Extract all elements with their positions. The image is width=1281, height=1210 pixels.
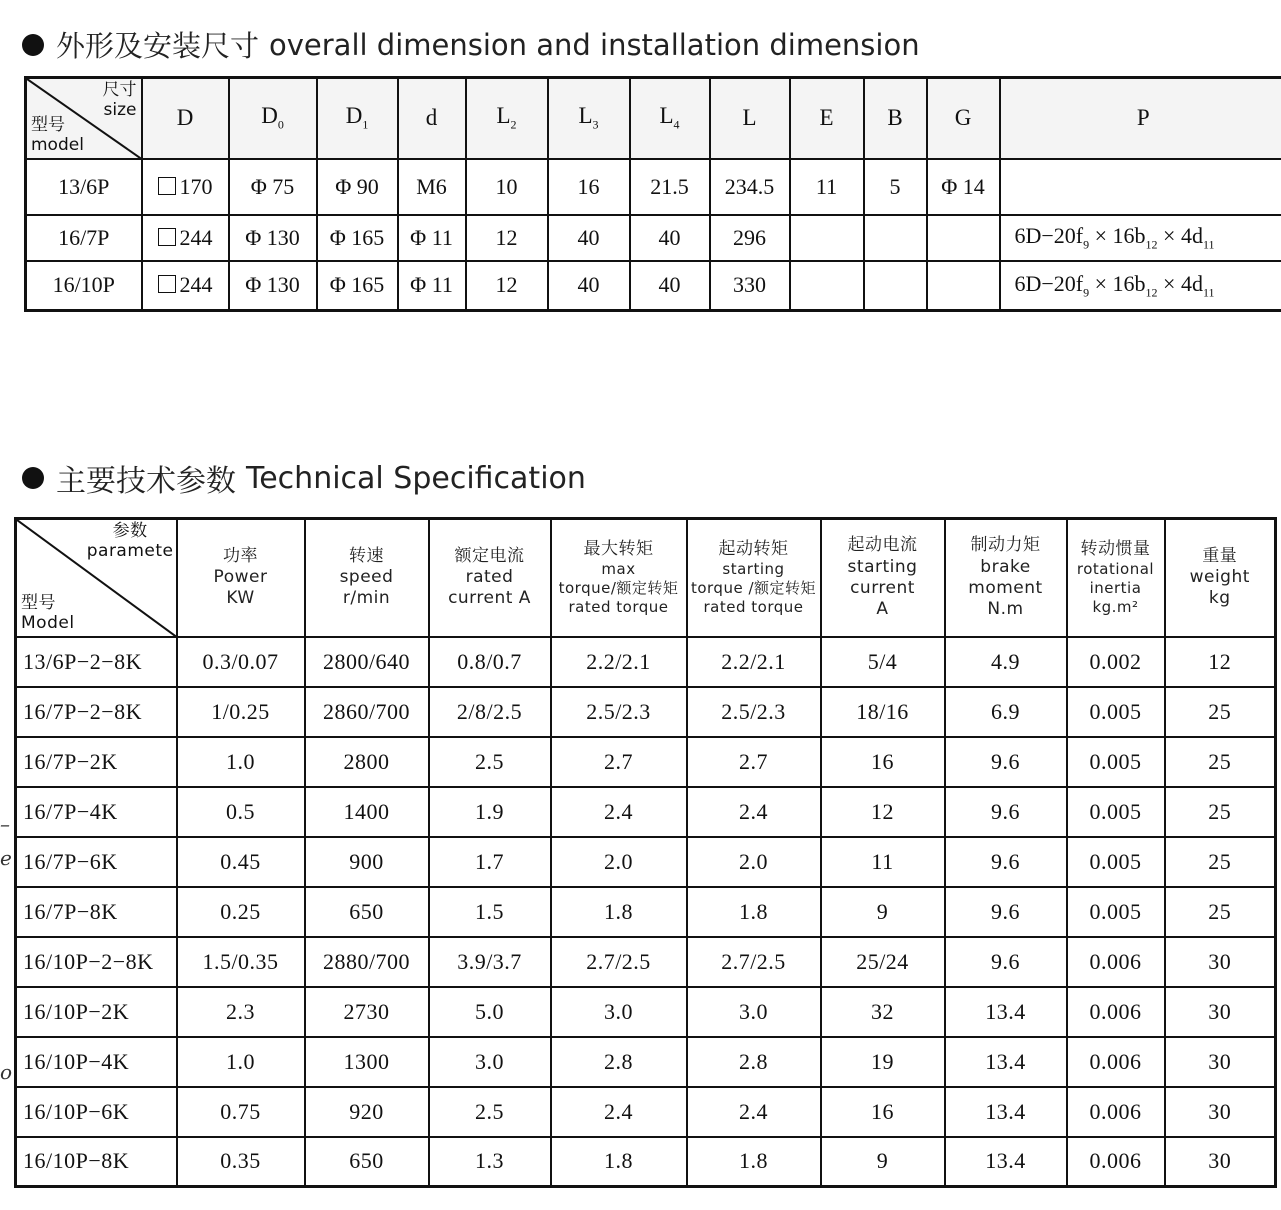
cell-brake-moment: 9.6 xyxy=(945,737,1067,787)
cell-speed: 650 xyxy=(305,1137,429,1187)
cell-starting-current: 9 xyxy=(821,887,945,937)
p-text: 6D−20f xyxy=(1014,270,1084,296)
header-en: brake xyxy=(980,556,1031,577)
header-zh: 最大转矩 xyxy=(583,539,654,559)
cell-starting-current: 25/24 xyxy=(821,937,945,987)
cell-starting-current: 18/16 xyxy=(821,687,945,737)
cell-brake-moment: 13.4 xyxy=(945,1087,1067,1137)
header-zh: 起动转矩 xyxy=(718,539,789,559)
table-row xyxy=(16,837,1276,887)
header-en: inertia xyxy=(1089,579,1142,597)
cell-starting-current: 12 xyxy=(821,787,945,837)
header-zh: 转动惯量 xyxy=(1080,539,1151,559)
cell-brake-moment: 9.6 xyxy=(945,937,1067,987)
cell-model: 16/10P−8K xyxy=(16,1137,177,1187)
cell-max-torque: 1.8 xyxy=(551,887,687,937)
col-header-brake-moment xyxy=(945,519,1067,637)
col-header-D0 xyxy=(229,78,317,159)
header-en: starting xyxy=(722,560,785,579)
col-header-L2 xyxy=(466,78,548,159)
square-icon xyxy=(158,177,176,195)
cell-starting-current: 5/4 xyxy=(821,637,945,687)
table-row xyxy=(16,637,1276,687)
cell-starting-torque: 2.4 xyxy=(687,1087,821,1137)
col-header-rated-current xyxy=(429,519,551,637)
cell-rotational-inertia: 0.005 xyxy=(1067,687,1165,737)
cell-weight: 25 xyxy=(1165,837,1276,887)
cell-weight: 30 xyxy=(1165,987,1276,1037)
cell-brake-moment: 13.4 xyxy=(945,1037,1067,1087)
cell-rated-current: 3.0 xyxy=(429,1037,551,1087)
scan-mark: o xyxy=(0,1060,13,1084)
col-header-P xyxy=(1000,78,1281,159)
table-row xyxy=(16,987,1276,1037)
cell-B: 5 xyxy=(864,159,927,215)
cell-speed: 650 xyxy=(305,887,429,937)
square-icon xyxy=(158,228,176,246)
cell-max-torque: 2.4 xyxy=(551,1087,687,1137)
cell-rotational-inertia: 0.006 xyxy=(1067,1137,1165,1187)
cell-starting-current: 16 xyxy=(821,1087,945,1137)
cell-starting-current: 32 xyxy=(821,987,945,1037)
cell-rated-current: 1.7 xyxy=(429,837,551,887)
cell-rated-current: 2.5 xyxy=(429,737,551,787)
table-row xyxy=(16,737,1276,787)
table-row xyxy=(16,787,1276,837)
col-header-text: L xyxy=(659,103,674,129)
cell-power: 0.45 xyxy=(177,837,305,887)
cell-rated-current: 2/8/2.5 xyxy=(429,687,551,737)
header-en: torque/额定转矩 xyxy=(558,579,679,597)
table-row xyxy=(26,261,1281,311)
header-zh: 功率 xyxy=(223,545,258,566)
col-header-text: D xyxy=(261,103,278,129)
header-en: kg.m² xyxy=(1092,597,1139,616)
cell-max-torque: 2.0 xyxy=(551,837,687,887)
col-header-E xyxy=(790,78,864,159)
col-header-text: L xyxy=(578,103,593,129)
header-en: speed xyxy=(339,567,394,588)
p-sub: 9 xyxy=(1083,284,1090,299)
col-header-sub: 4 xyxy=(673,118,680,133)
cell-L3: 40 xyxy=(548,215,630,261)
col-header-D xyxy=(142,78,229,159)
table-row xyxy=(16,1087,1276,1137)
cell-starting-current: 9 xyxy=(821,1137,945,1187)
cell-D1: Φ 90 xyxy=(317,159,398,215)
cell-G: Φ 14 xyxy=(927,159,1000,215)
col-header-L4 xyxy=(630,78,710,159)
table-row xyxy=(26,215,1281,261)
scan-mark: – xyxy=(0,812,10,836)
cell-starting-torque: 1.8 xyxy=(687,887,821,937)
cell-rated-current: 1.3 xyxy=(429,1137,551,1187)
cell-rotational-inertia: 0.006 xyxy=(1067,1087,1165,1137)
cell-power: 0.5 xyxy=(177,787,305,837)
cell-brake-moment: 9.6 xyxy=(945,837,1067,887)
col-header-starting-current xyxy=(821,519,945,637)
cell-d: M6 xyxy=(398,159,466,215)
cell-L: 330 xyxy=(710,261,790,311)
corner-bottom-zh: 型号 xyxy=(21,593,56,614)
cell-rated-current: 0.8/0.7 xyxy=(429,637,551,687)
header-en: rated torque xyxy=(568,597,669,616)
col-header-text: L xyxy=(496,103,511,129)
table-row xyxy=(16,687,1276,737)
table-row xyxy=(16,937,1276,987)
cell-L3: 40 xyxy=(548,261,630,311)
cell-weight: 25 xyxy=(1165,887,1276,937)
header-zh: 制动力矩 xyxy=(970,535,1041,556)
cell-L4: 40 xyxy=(630,215,710,261)
table-row xyxy=(16,1137,1276,1187)
col-header-sub: 3 xyxy=(592,118,599,133)
cell-model: 16/7P−2−8K xyxy=(16,687,177,737)
square-icon xyxy=(158,275,176,293)
cell-brake-moment: 9.6 xyxy=(945,787,1067,837)
col-header-max-torque xyxy=(551,519,687,637)
cell-speed: 920 xyxy=(305,1087,429,1137)
p-sub: 12 xyxy=(1145,237,1158,252)
cell-model: 16/10P−6K xyxy=(16,1087,177,1137)
cell-model: 16/7P−2K xyxy=(16,737,177,787)
cell-speed: 2860/700 xyxy=(305,687,429,737)
cell-D0: Φ 75 xyxy=(229,159,317,215)
header-en: starting xyxy=(847,556,918,577)
cell-rotational-inertia: 0.005 xyxy=(1067,787,1165,837)
header-en: max xyxy=(601,560,636,579)
model-cell: 16/7P xyxy=(26,215,142,261)
cell-weight: 30 xyxy=(1165,1087,1276,1137)
cell-G xyxy=(927,215,1000,261)
cell-B xyxy=(864,215,927,261)
cell-starting-torque: 3.0 xyxy=(687,987,821,1037)
cell-speed: 2730 xyxy=(305,987,429,1037)
cell-rotational-inertia: 0.005 xyxy=(1067,837,1165,887)
section-title-dimensions xyxy=(22,24,920,65)
cell-max-torque: 2.4 xyxy=(551,787,687,837)
p-text: × 16b xyxy=(1089,270,1146,296)
corner-bottom-en: model xyxy=(31,134,84,155)
cell-power: 0.3/0.07 xyxy=(177,637,305,687)
table-row xyxy=(16,887,1276,937)
cell-power: 0.25 xyxy=(177,887,305,937)
col-header-starting-torque xyxy=(687,519,821,637)
cell-max-torque: 2.7 xyxy=(551,737,687,787)
cell-rated-current: 2.5 xyxy=(429,1087,551,1137)
cell-starting-torque: 2.2/2.1 xyxy=(687,637,821,687)
col-header-text: P xyxy=(1136,105,1150,131)
cell-starting-torque: 2.5/2.3 xyxy=(687,687,821,737)
cell-power: 1.5/0.35 xyxy=(177,937,305,987)
header-en: KW xyxy=(226,588,255,609)
cell-P xyxy=(1000,261,1281,311)
cell-L2: 12 xyxy=(466,261,548,311)
cell-model: 16/10P−2K xyxy=(16,987,177,1037)
cell-max-torque: 2.2/2.1 xyxy=(551,637,687,687)
col-header-L3 xyxy=(548,78,630,159)
col-header-sub: 0 xyxy=(277,118,284,133)
col-header-text: G xyxy=(954,105,972,131)
header-zh: 起动电流 xyxy=(847,535,918,556)
corner-bottom-en: Model xyxy=(21,612,75,633)
col-header-sub: 2 xyxy=(510,118,517,133)
cell-brake-moment: 4.9 xyxy=(945,637,1067,687)
spec-header-row xyxy=(16,519,1276,637)
col-header-D1 xyxy=(317,78,398,159)
cell-model: 16/10P−2−8K xyxy=(16,937,177,987)
corner-top-zh: 尺寸 xyxy=(102,80,137,100)
cell-starting-torque: 2.7/2.5 xyxy=(687,937,821,987)
cell-value: 244 xyxy=(179,224,213,250)
cell-model: 16/10P−4K xyxy=(16,1037,177,1087)
p-sub: 11 xyxy=(1202,284,1215,299)
header-en: Power xyxy=(213,567,268,588)
corner-top-en: size xyxy=(103,99,137,120)
section-title-zh: 主要技术参数 xyxy=(56,464,236,499)
col-header-text: L xyxy=(742,105,757,131)
cell-max-torque: 1.8 xyxy=(551,1137,687,1187)
col-header-weight xyxy=(1165,519,1276,637)
cell-starting-current: 11 xyxy=(821,837,945,887)
cell-weight: 25 xyxy=(1165,737,1276,787)
spec-table-body xyxy=(16,637,1276,1187)
col-header-B xyxy=(864,78,927,159)
cell-value: 170 xyxy=(179,173,213,199)
cell-L4: 21.5 xyxy=(630,159,710,215)
p-sub: 9 xyxy=(1083,237,1090,252)
cell-E xyxy=(790,261,864,311)
cell-P xyxy=(1000,215,1281,261)
p-text: × 4d xyxy=(1157,270,1203,296)
col-header-text: d xyxy=(425,105,438,131)
cell-D xyxy=(142,159,229,215)
header-en: torque /额定转矩 xyxy=(690,579,817,597)
cell-starting-torque: 2.7 xyxy=(687,737,821,787)
table-row xyxy=(26,159,1281,215)
corner-top-label xyxy=(87,522,174,561)
col-header-rotational-inertia xyxy=(1067,519,1165,637)
cell-L4: 40 xyxy=(630,261,710,311)
cell-brake-moment: 13.4 xyxy=(945,1137,1067,1187)
col-header-G xyxy=(927,78,1000,159)
cell-starting-torque: 2.8 xyxy=(687,1037,821,1087)
col-header-sub: 1 xyxy=(362,118,369,133)
cell-model: 13/6P−2−8K xyxy=(16,637,177,687)
p-text: × 4d xyxy=(1157,222,1203,248)
cell-brake-moment: 13.4 xyxy=(945,987,1067,1037)
spec-corner-cell xyxy=(16,519,177,637)
cell-model: 16/7P−6K xyxy=(16,837,177,887)
section-title-zh: 外形及安装尺寸 xyxy=(56,29,260,63)
header-en: weight xyxy=(1189,567,1250,588)
cell-rated-current: 3.9/3.7 xyxy=(429,937,551,987)
col-header-L xyxy=(710,78,790,159)
table-row xyxy=(16,1037,1276,1087)
header-en: current A xyxy=(448,588,531,609)
cell-d: Φ 11 xyxy=(398,261,466,311)
header-zh: 额定电流 xyxy=(454,545,525,566)
cell-G xyxy=(927,261,1000,311)
header-en: r/min xyxy=(342,588,391,609)
cell-rated-current: 1.5 xyxy=(429,887,551,937)
p-sub: 12 xyxy=(1145,284,1158,299)
cell-max-torque: 2.5/2.3 xyxy=(551,687,687,737)
cell-weight: 30 xyxy=(1165,937,1276,987)
col-header-power xyxy=(177,519,305,637)
cell-d: Φ 11 xyxy=(398,215,466,261)
corner-bottom-zh: 型号 xyxy=(31,115,65,136)
cell-max-torque: 3.0 xyxy=(551,987,687,1037)
cell-L2: 10 xyxy=(466,159,548,215)
cell-L2: 12 xyxy=(466,215,548,261)
cell-P xyxy=(1000,159,1281,215)
section-title-en: overall dimension and installation dimension xyxy=(269,27,920,62)
cell-brake-moment: 9.6 xyxy=(945,887,1067,937)
scan-mark: e xyxy=(0,846,12,870)
cell-model: 16/7P−4K xyxy=(16,787,177,837)
header-en: current xyxy=(850,577,915,598)
cell-speed: 1300 xyxy=(305,1037,429,1087)
cell-starting-torque: 2.4 xyxy=(687,787,821,837)
cell-D1: Φ 165 xyxy=(317,215,398,261)
model-cell: 16/10P xyxy=(26,261,142,311)
cell-starting-current: 19 xyxy=(821,1037,945,1087)
cell-D xyxy=(142,261,229,311)
cell-D0: Φ 130 xyxy=(229,261,317,311)
corner-bottom-label xyxy=(21,594,75,633)
cell-D xyxy=(142,215,229,261)
cell-speed: 900 xyxy=(305,837,429,887)
cell-starting-torque: 1.8 xyxy=(687,1137,821,1187)
col-header-text: E xyxy=(819,105,834,131)
model-cell: 13/6P xyxy=(26,159,142,215)
p-text: × 16b xyxy=(1089,222,1146,248)
cell-L3: 16 xyxy=(548,159,630,215)
cell-power: 0.75 xyxy=(177,1087,305,1137)
p-sub: 11 xyxy=(1202,237,1215,252)
cell-power: 1.0 xyxy=(177,737,305,787)
cell-power: 1.0 xyxy=(177,1037,305,1087)
cell-value: 244 xyxy=(179,272,213,298)
cell-weight: 25 xyxy=(1165,687,1276,737)
cell-weight: 12 xyxy=(1165,637,1276,687)
col-header-text: D xyxy=(345,103,363,129)
corner-top-zh: 参数 xyxy=(112,521,148,541)
col-header-text: D xyxy=(176,105,194,131)
section-title-en: Technical Specification xyxy=(246,460,586,496)
cell-D1: Φ 165 xyxy=(317,261,398,311)
cell-E xyxy=(790,215,864,261)
cell-rotational-inertia: 0.002 xyxy=(1067,637,1165,687)
cell-model: 16/7P−8K xyxy=(16,887,177,937)
p-text: 6D−20f xyxy=(1014,222,1084,248)
cell-max-torque: 2.8 xyxy=(551,1037,687,1087)
cell-speed: 1400 xyxy=(305,787,429,837)
cell-rotational-inertia: 0.006 xyxy=(1067,937,1165,987)
dimension-table xyxy=(24,76,1281,312)
cell-power: 2.3 xyxy=(177,987,305,1037)
cell-B xyxy=(864,261,927,311)
cell-rated-current: 1.9 xyxy=(429,787,551,837)
cell-E: 11 xyxy=(790,159,864,215)
cell-weight: 25 xyxy=(1165,787,1276,837)
cell-starting-current: 16 xyxy=(821,737,945,787)
cell-rotational-inertia: 0.005 xyxy=(1067,737,1165,787)
corner-bottom-label xyxy=(31,116,84,155)
cell-power: 0.35 xyxy=(177,1137,305,1187)
cell-rotational-inertia: 0.006 xyxy=(1067,987,1165,1037)
section-title-specification xyxy=(22,456,586,500)
header-en: rated torque xyxy=(703,597,804,616)
dimension-header-row xyxy=(26,78,1281,159)
cell-L: 296 xyxy=(710,215,790,261)
cell-D0: Φ 130 xyxy=(229,215,317,261)
corner-top-label xyxy=(103,81,137,120)
cell-L: 234.5 xyxy=(710,159,790,215)
cell-speed: 2800/640 xyxy=(305,637,429,687)
header-en: rated xyxy=(465,567,514,588)
cell-rated-current: 5.0 xyxy=(429,987,551,1037)
cell-rotational-inertia: 0.006 xyxy=(1067,1037,1165,1087)
header-en: A xyxy=(876,599,889,619)
header-en: moment xyxy=(968,577,1043,598)
corner-top-en: paramete xyxy=(86,540,174,561)
cell-speed: 2800 xyxy=(305,737,429,787)
cell-starting-torque: 2.0 xyxy=(687,837,821,887)
header-en: rotational xyxy=(1076,560,1155,579)
cell-speed: 2880/700 xyxy=(305,937,429,987)
cell-power: 1/0.25 xyxy=(177,687,305,737)
header-en: kg xyxy=(1208,588,1231,609)
col-header-d xyxy=(398,78,466,159)
cell-weight: 30 xyxy=(1165,1037,1276,1087)
cell-brake-moment: 6.9 xyxy=(945,687,1067,737)
col-header-text: B xyxy=(887,105,903,131)
bullet-icon xyxy=(22,34,44,56)
bullet-icon xyxy=(22,467,44,489)
cell-rotational-inertia: 0.005 xyxy=(1067,887,1165,937)
header-en: N.m xyxy=(987,599,1024,619)
cell-max-torque: 2.7/2.5 xyxy=(551,937,687,987)
specification-table xyxy=(14,517,1277,1188)
col-header-speed xyxy=(305,519,429,637)
cell-weight: 30 xyxy=(1165,1137,1276,1187)
header-zh: 重量 xyxy=(1202,545,1238,566)
dimension-corner-cell xyxy=(26,78,142,159)
header-zh: 转速 xyxy=(349,545,384,566)
